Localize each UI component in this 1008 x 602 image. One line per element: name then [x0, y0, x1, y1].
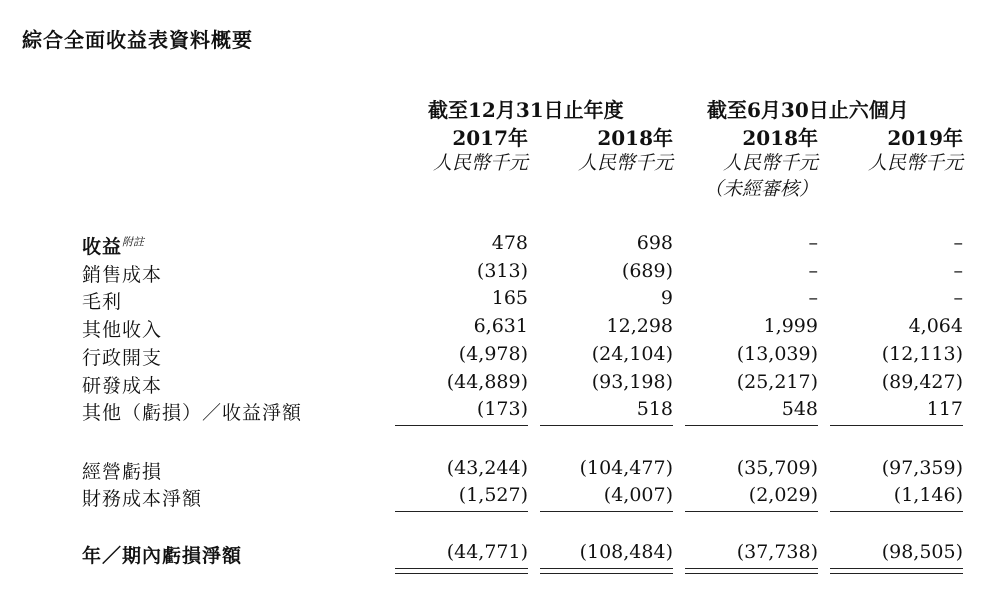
value-cell: (1,146): [893, 484, 963, 506]
value-cell: (13,039): [736, 343, 818, 365]
table-row-revenue: [0, 232, 1008, 260]
value-cell: 165: [491, 287, 528, 309]
table-row-rd-costs: [0, 371, 1008, 399]
value-cell: (93,198): [591, 371, 673, 393]
value-cell: 9: [660, 287, 673, 309]
header-group-six-months: 截至6月30日止六個月: [707, 98, 909, 122]
total-double-rule: [830, 568, 963, 574]
value-cell: (1,527): [458, 484, 528, 506]
header-year-2018-annual: 2018年: [597, 126, 673, 150]
value-cell: 548: [781, 398, 818, 420]
value-cell: (4,007): [603, 484, 673, 506]
row-label: 毛利: [82, 291, 123, 313]
row-label: 研發成本: [82, 375, 163, 397]
row-label: 其他收入: [82, 319, 163, 341]
value-cell: (173): [476, 398, 528, 420]
page-title: 綜合全面收益表資料概要: [22, 28, 253, 52]
table-row-other-gains-losses: [0, 398, 1008, 426]
row-label: 行政開支: [82, 347, 163, 369]
header-group-annual: 截至12月31日止年度: [428, 98, 624, 122]
value-cell: (2,029): [748, 484, 818, 506]
subtotal-rule: [685, 425, 818, 426]
header-year-2018-six-months: 2018年: [742, 126, 818, 150]
note-reference: 附註: [122, 235, 145, 249]
row-label: [82, 232, 144, 259]
table-row-gross-profit: [0, 287, 1008, 315]
header-year-2017: 2017年: [452, 126, 528, 150]
total-double-rule: [685, 568, 818, 574]
row-label: 財務成本淨額: [82, 488, 203, 510]
row-label: 銷售成本: [82, 264, 163, 286]
value-cell: 4,064: [908, 315, 963, 337]
table-row-admin-expenses: [0, 343, 1008, 371]
value-cell: –: [953, 232, 963, 254]
value-cell: –: [808, 260, 818, 282]
header-unit-col4: 人民幣千元: [867, 152, 963, 174]
value-cell: (25,217): [736, 371, 818, 393]
table-row-operating-loss: [0, 457, 1008, 485]
value-cell: (44,771): [446, 541, 528, 563]
table-row-net-loss: [0, 541, 1008, 569]
row-label: 其他（虧損）／收益淨額: [82, 402, 303, 424]
table-row-other-income: [0, 315, 1008, 343]
subtotal-rule: [685, 511, 818, 512]
subtotal-rule: [395, 425, 528, 426]
row-label-text: 收益: [82, 236, 123, 258]
value-cell: –: [953, 260, 963, 282]
value-cell: 518: [636, 398, 673, 420]
value-cell: 117: [926, 398, 963, 420]
header-unit-col2: 人民幣千元: [577, 152, 673, 174]
table-row-finance-costs: [0, 484, 1008, 512]
header-unit-col1: 人民幣千元: [432, 152, 528, 174]
value-cell: (43,244): [446, 457, 528, 479]
subtotal-rule: [830, 511, 963, 512]
value-cell: (12,113): [881, 343, 963, 365]
value-cell: (44,889): [446, 371, 528, 393]
value-cell: –: [808, 232, 818, 254]
value-cell: (98,505): [881, 541, 963, 563]
value-cell: 698: [636, 232, 673, 254]
value-cell: (4,978): [458, 343, 528, 365]
subtotal-rule: [395, 511, 528, 512]
subtotal-rule: [540, 511, 673, 512]
value-cell: (37,738): [736, 541, 818, 563]
header-unaudited-note: （未經審核）: [703, 178, 818, 200]
value-cell: (35,709): [736, 457, 818, 479]
value-cell: (689): [621, 260, 673, 282]
total-double-rule: [395, 568, 528, 574]
value-cell: 12,298: [606, 315, 673, 337]
total-double-rule: [540, 568, 673, 574]
value-cell: (313): [476, 260, 528, 282]
table-row-cost-of-sales: [0, 260, 1008, 288]
row-label: 經營虧損: [82, 461, 163, 483]
header-year-2019: 2019年: [887, 126, 963, 150]
subtotal-rule: [540, 425, 673, 426]
value-cell: (104,477): [579, 457, 673, 479]
value-cell: 6,631: [473, 315, 528, 337]
value-cell: 478: [491, 232, 528, 254]
row-label: 年／期內虧損淨額: [82, 545, 243, 567]
value-cell: (108,484): [579, 541, 673, 563]
subtotal-rule: [830, 425, 963, 426]
value-cell: –: [953, 287, 963, 309]
value-cell: (89,427): [881, 371, 963, 393]
value-cell: 1,999: [763, 315, 818, 337]
value-cell: (24,104): [591, 343, 673, 365]
value-cell: –: [808, 287, 818, 309]
value-cell: (97,359): [881, 457, 963, 479]
header-unit-col3: 人民幣千元: [722, 152, 818, 174]
